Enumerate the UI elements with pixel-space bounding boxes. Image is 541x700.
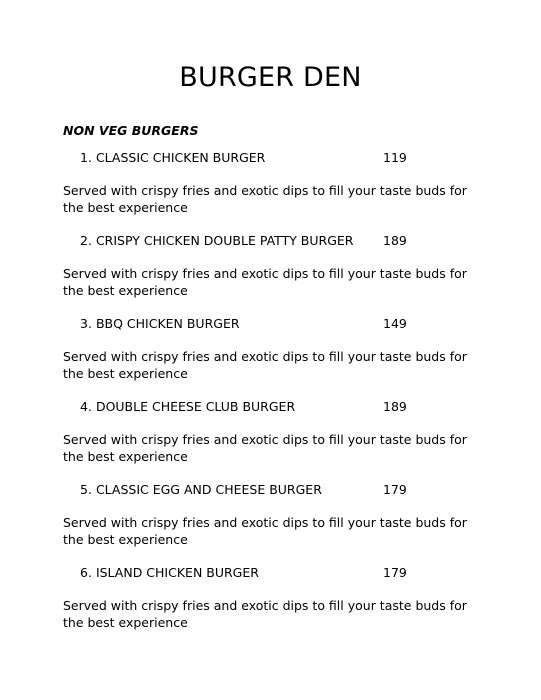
item-description: Served with crispy fries and exotic dips to fill your taste buds for the best experience [63,598,467,630]
item-number: 2. [80,233,92,248]
item-description: Served with crispy fries and exotic dips to fill your taste buds for the best experience [63,349,467,381]
item-number: 5. [80,482,92,497]
item-price: 179 [383,482,407,497]
item-line [80,150,265,165]
item-description: Served with crispy fries and exotic dips to fill your taste buds for the best experience [63,183,467,215]
item-price: 119 [383,150,407,165]
menu-title: BURGER DEN [179,62,362,93]
item-number: 1. [80,150,92,165]
item-line [80,316,240,331]
item-name: BBQ CHICKEN BURGER [95,316,240,331]
item-line [80,565,259,580]
item-name: CLASSIC CHICKEN BURGER [95,150,266,165]
item-number: 6. [80,565,92,580]
item-price: 189 [383,399,407,414]
item-price: 179 [383,565,407,580]
item-number: 3. [80,316,92,331]
item-name: CLASSIC EGG AND CHEESE BURGER [95,482,322,497]
section-heading: NON VEG BURGERS [63,123,199,138]
item-name: CRISPY CHICKEN DOUBLE PATTY BURGER [95,233,354,248]
item-description: Served with crispy fries and exotic dips to fill your taste buds for the best experience [63,432,467,464]
item-name: DOUBLE CHEESE CLUB BURGER [95,399,296,414]
item-price: 149 [383,316,407,331]
item-description: Served with crispy fries and exotic dips to fill your taste buds for the best experience [63,515,467,547]
item-line [80,399,295,414]
item-number: 4. [80,399,92,414]
item-name: ISLAND CHICKEN BURGER [95,565,259,580]
item-line [80,233,354,248]
item-description: Served with crispy fries and exotic dips to fill your taste buds for the best experience [63,266,467,298]
item-line [80,482,322,497]
item-price: 189 [383,233,407,248]
